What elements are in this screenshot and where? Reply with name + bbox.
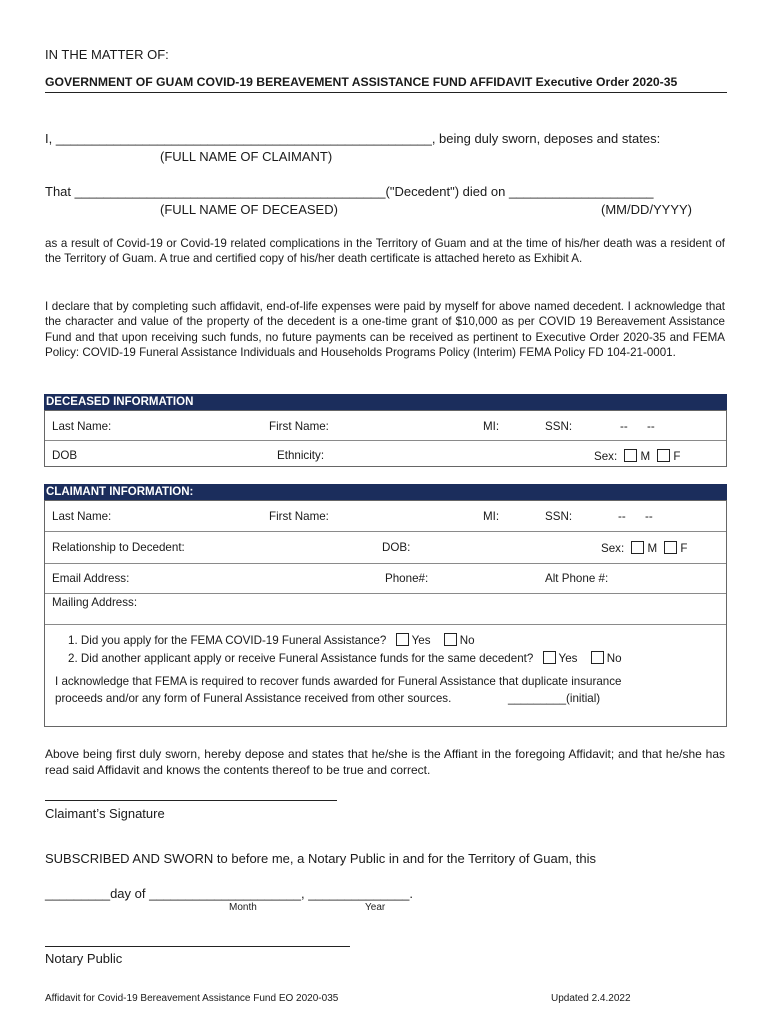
year-blank[interactable]: ______________ (308, 886, 410, 901)
year-caption: Year (365, 902, 386, 913)
subscribed-statement: SUBSCRIBED AND SWORN to before me, a Notary Public in and for the Territory of Guam, this (45, 851, 597, 866)
claimant-ssn-label[interactable]: SSN: (545, 510, 573, 523)
question-1-text: 1. Did you apply for the FEMA COVID-19 Funeral Assistance? (68, 634, 387, 647)
acknowledgement-line-2: proceeds and/or any form of Funeral Assistance received from other sources. (55, 692, 452, 705)
matter-heading: IN THE MATTER OF: (45, 47, 169, 62)
oath-suffix: , being duly sworn, deposes and states: (431, 131, 661, 146)
deceased-ssn-label[interactable]: SSN: (545, 420, 573, 433)
deceased-first-name-label[interactable]: First Name: (269, 420, 329, 433)
deceased-male-checkbox[interactable] (624, 449, 637, 462)
footer-document-name: Affidavit for Covid-19 Bereavement Assistance Fund EO 2020-035 (45, 993, 339, 1004)
claimant-dob-label[interactable]: DOB: (382, 541, 411, 554)
document-title: GOVERNMENT OF GUAM COVID-19 BEREAVEMENT ASSISTANCE FUND AFFIDAVIT Executive Order 2020-35 (45, 75, 727, 93)
initial-field[interactable]: _________(initial) (508, 692, 601, 705)
q1-yes-checkbox[interactable] (396, 633, 409, 646)
question-fema-applied (68, 633, 475, 647)
deceased-sex-field (594, 449, 680, 463)
question-other-applicant (68, 651, 622, 665)
sex-label: Sex: (601, 542, 625, 555)
yes-label: Yes (411, 634, 431, 647)
month-caption: Month (229, 902, 257, 913)
email-label[interactable]: Email Address: (52, 572, 130, 585)
deceased-name-blank[interactable]: ___________________________________________ (74, 184, 386, 199)
date-format-caption: (MM/DD/YYYY) (601, 202, 692, 217)
divider (45, 531, 726, 532)
claimant-signature-line[interactable] (45, 800, 337, 801)
claimant-first-name-label[interactable]: First Name: (269, 510, 329, 523)
claimant-signature-label: Claimant’s Signature (45, 806, 165, 821)
acknowledgement-line-1: I acknowledge that FEMA is required to recover funds awarded for Funeral Assistance that duplicate insurance (55, 675, 622, 688)
month-blank[interactable]: _____________________ (149, 886, 301, 901)
claimant-last-name-label[interactable]: Last Name: (52, 510, 112, 523)
deceased-ssn-dashes: -- -- (620, 420, 655, 433)
divider (45, 440, 726, 441)
death-date-blank[interactable]: ____________________ (508, 184, 654, 199)
claimant-ssn-dashes: -- -- (618, 510, 653, 523)
claimant-name-caption: (FULL NAME OF CLAIMANT) (160, 149, 333, 164)
notary-signature-line[interactable] (45, 946, 350, 947)
female-label: F (680, 542, 688, 555)
relationship-label[interactable]: Relationship to Decedent: (52, 541, 185, 554)
day-blank[interactable]: _________ (45, 886, 111, 901)
decedent-text: ("Decedent") died on (385, 184, 509, 199)
alt-phone-label[interactable]: Alt Phone #: (545, 572, 609, 585)
that-prefix: That (45, 184, 75, 199)
deceased-info-heading: DECEASED INFORMATION (44, 394, 727, 410)
q2-no-checkbox[interactable] (591, 651, 604, 664)
claimant-mi-label[interactable]: MI: (483, 510, 500, 523)
deceased-female-checkbox[interactable] (657, 449, 670, 462)
q2-yes-checkbox[interactable] (543, 651, 556, 664)
q1-no-checkbox[interactable] (444, 633, 457, 646)
male-label: M (647, 542, 658, 555)
divider (45, 593, 726, 594)
affiant-statement: Above being first duly sworn, hereby depose and states that he/she is the Affiant in the foregoing Affidavit; and that he/she has read said Affidavit and knows the contents thereof to be true and correct. (45, 747, 725, 777)
sex-label: Sex: (594, 450, 618, 463)
period: . (409, 886, 414, 901)
no-label: No (459, 634, 475, 647)
divider (45, 563, 726, 564)
female-label: F (673, 450, 681, 463)
claimant-male-checkbox[interactable] (631, 541, 644, 554)
decedent-line (45, 184, 654, 199)
deceased-mi-label[interactable]: MI: (483, 420, 500, 433)
male-label: M (640, 450, 651, 463)
oath-prefix: I, (45, 131, 56, 146)
claimant-female-checkbox[interactable] (664, 541, 677, 554)
deceased-ethnicity-label[interactable]: Ethnicity: (277, 449, 325, 462)
declaration-paragraph: I declare that by completing such affidavit, end-of-life expenses were paid by myself for above named decedent. I acknowledge that the character and value of the property of the decedent is a one-time grant of $10,000 as per COVID 19 Bereavement Assistance Fund and that upon receiving such funds, no future payments can be received as pertinent to Executive Order 2020-35 and FEMA Policy: COVID-19 Funeral Assistance Individuals and Households Programs Policy (Interim) FEMA Policy FD 104-21-0001. (45, 300, 725, 359)
yes-label: Yes (558, 652, 578, 665)
footer-updated-date: Updated 2.4.2022 (551, 993, 631, 1004)
claimant-sex-field (601, 541, 687, 555)
deceased-name-caption: (FULL NAME OF DECEASED) (160, 202, 338, 217)
deceased-dob-label[interactable]: DOB (52, 449, 78, 462)
divider (45, 624, 726, 625)
day-of-text: day of (110, 886, 150, 901)
comma: , (300, 886, 309, 901)
phone-label[interactable]: Phone#: (385, 572, 429, 585)
claimant-name-blank[interactable]: ____________________________________________________ (55, 131, 432, 146)
mailing-address-label[interactable]: Mailing Address: (52, 596, 138, 609)
claimant-info-heading: CLAIMANT INFORMATION: (44, 484, 727, 500)
question-2-text: 2. Did another applicant apply or receive Funeral Assistance funds for the same decedent? (68, 652, 534, 665)
death-statement-paragraph: as a result of Covid-19 or Covid-19 related complications in the Territory of Guam and at the time of his/her death was a resident of the Territory of Guam. A true and certified copy of his/her death certificate is attached hereto as Exhibit A. (45, 237, 725, 266)
notary-public-label: Notary Public (45, 951, 123, 966)
no-label: No (606, 652, 622, 665)
claimant-oath-line (45, 131, 660, 146)
notary-date-line (45, 886, 413, 901)
deceased-last-name-label[interactable]: Last Name: (52, 420, 112, 433)
